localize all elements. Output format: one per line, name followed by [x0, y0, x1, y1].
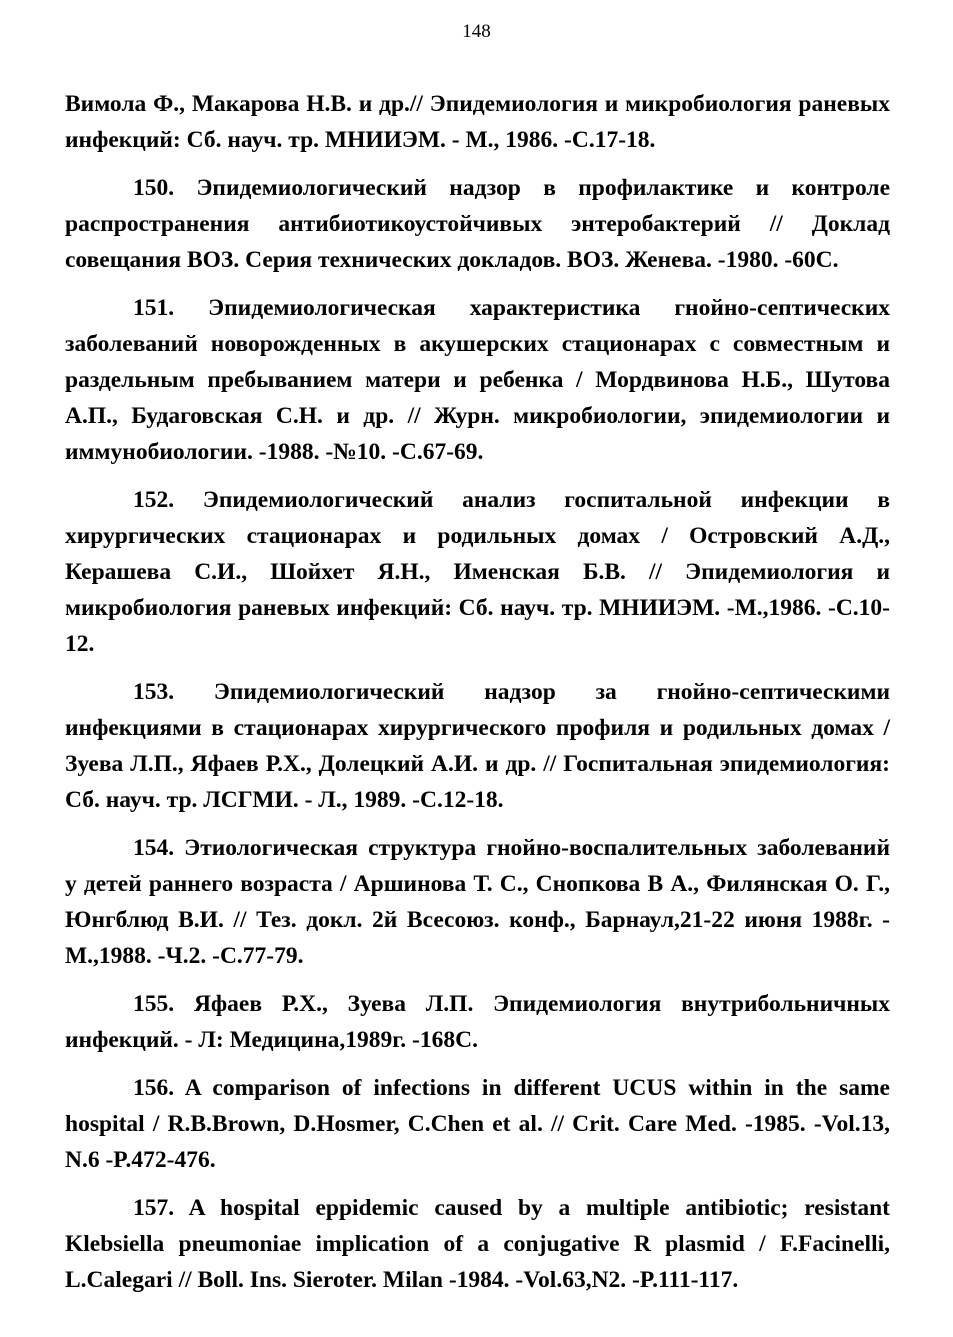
page-number: 148	[462, 21, 491, 42]
reference-text: A hospital eppidemic caused by a multiple antibiotic; resistant Klebsiella pneumoniae implication of a conjugative R plasmid / F.Facinelli, L.Calegari // Boll. Ins. Sieroter. Milan -1984. -Vol.63,N2. -P.111-117.	[65, 1195, 890, 1293]
reference-number: 154.	[133, 835, 175, 861]
reference-text: Эпидемиологический надзор за гнойно-септическими инфекциями в стационарах хирургического профиля и родильных домах / Зуева Л.П., Яфаев Р.Х., Долецкий А.И. и др. // Госпитальная эпидемиология: Сб. науч. тр. ЛСГМИ. - Л., 1989. -С.12-18.	[65, 679, 890, 813]
reference-item-151	[65, 290, 890, 470]
reference-number: 155.	[133, 991, 175, 1017]
reference-text: A comparison of infections in different UCUS within in the same hospital / R.B.Brown, D.Hosmer, C.Chen et al. // Crit. Care Med. -1985. -Vol.13, N.6 -P.472-476.	[65, 1075, 890, 1173]
reference-number: 157.	[133, 1195, 175, 1221]
reference-item-152	[65, 482, 890, 662]
reference-text: Вимола Ф., Макарова Н.В. и др.// Эпидемиология и микробиология раневых инфекций: Сб. науч. тр. МНИИЭМ. - М., 1986. -С.17-18.	[65, 91, 890, 153]
reference-number: 156.	[133, 1075, 175, 1101]
reference-number: 150.	[133, 175, 175, 201]
reference-item-157	[65, 1190, 890, 1298]
reference-text: Эпидемиологический надзор в профилактике и контроле распространения антибиотикоустойчивых энтеробактерий // Доклад совещания ВОЗ. Серия технических докладов. ВОЗ. Женева. -1980. -60С.	[65, 175, 891, 273]
reference-item-156	[65, 1070, 890, 1178]
reference-item-continued	[65, 86, 890, 158]
reference-text: Эпидемиологическая характеристика гнойно-септических заболеваний новорожденных в акушерских стационарах с совместным и раздельным пребыванием матери и ребенка / Мордвинова Н.Б., Шутова А.П., Будаговская С.Н. и др. // Журн. микробиологии, эпидемиологии и иммунобиологии. -1988. -№10. -С.67-69.	[65, 295, 890, 465]
reference-text: Этиологическая структура гнойно-воспалительных заболеваний у детей раннего возраста / Аршинова Т. С., Снопкова В А., Филянская О. Г., Юнгблюд В.И. // Тез. докл. 2й Всесоюз. конф., Барнаул,21-22 июня 1988г. - М.,1988. -Ч.2. -С.77-79.	[65, 835, 891, 969]
reference-text: Эпидемиологический анализ госпитальной инфекции в хирургических стационарах и родильных домах / Островский А.Д., Керашева С.И., Шойхет Я.Н., Именская Б.В. // Эпидемиология и микробиология раневых инфекций: Сб. науч. тр. МНИИЭМ. -М.,1986. -С.10-12.	[65, 487, 891, 657]
reference-item-150	[65, 170, 890, 278]
reference-number: 152.	[133, 487, 175, 513]
reference-number: 151.	[133, 295, 175, 321]
reference-item-153	[65, 674, 890, 818]
reference-item-155	[65, 986, 890, 1058]
reference-item-154	[65, 830, 890, 974]
reference-list	[65, 86, 890, 1310]
reference-text: Яфаев Р.Х., Зуева Л.П. Эпидемиология внутрибольничных инфекций. - Л: Медицина,1989г. -168С.	[65, 991, 890, 1053]
reference-number: 153.	[133, 679, 175, 705]
